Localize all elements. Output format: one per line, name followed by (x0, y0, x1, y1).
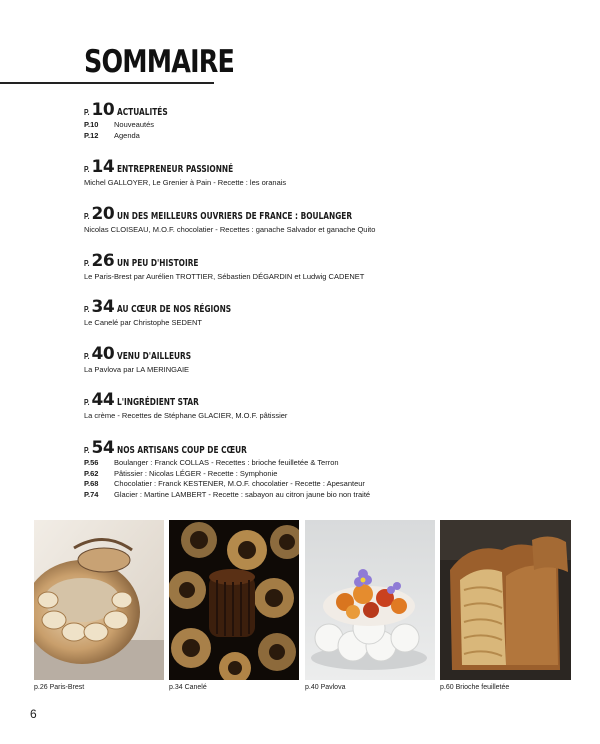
photo-pavlova (305, 520, 435, 680)
subitem-text: Chocolatier : Franck KESTENER, M.O.F. chocolatier - Recette : Apesanteur (114, 479, 365, 488)
section-page-number: 14 (91, 157, 115, 177)
toc-section-entrepreneur[interactable] (84, 157, 544, 188)
toc-section-regions[interactable] (84, 297, 544, 328)
section-title: L'INGRÉDIENT STAR (117, 397, 200, 408)
toc-section-artisans[interactable] (84, 438, 544, 500)
section-page-prefix: P. (84, 352, 90, 361)
toc-subitem[interactable] (84, 469, 544, 480)
section-description: La crème - Recettes de Stéphane GLACIER, M.O.F. pâtissier (84, 411, 288, 420)
paris-brest-illustration (34, 520, 164, 680)
photo-brioche-feuilletee (440, 520, 571, 680)
canele-illustration (169, 520, 299, 680)
section-title: UN PEU D'HISTOIRE (117, 258, 199, 269)
toc-section-histoire[interactable] (84, 251, 544, 282)
subitem-page: P.10 (84, 120, 99, 129)
photo-caption: p.60 Brioche feuilletée (440, 684, 510, 691)
subitem-text: Nouveautés (114, 120, 155, 129)
brioche-illustration (440, 520, 571, 680)
photo-caption: p.34 Canelé (169, 684, 207, 691)
subitem-page: P.56 (84, 458, 99, 467)
subitem-page: P.62 (84, 468, 99, 478)
section-page-number: 40 (91, 344, 115, 364)
section-title: ENTREPRENEUR PASSIONNÉ (117, 164, 234, 175)
toc-subitem[interactable] (84, 490, 544, 501)
toc-section-mof[interactable] (84, 204, 544, 235)
toc-section-actualites[interactable] (84, 100, 544, 141)
section-page-prefix: P. (84, 212, 90, 221)
section-page-prefix: P. (84, 108, 90, 117)
section-title: AU CŒUR DE NOS RÉGIONS (117, 304, 232, 315)
photo-caption: p.40 Pavlova (305, 684, 346, 691)
photo-paris-brest (34, 520, 164, 680)
section-page-prefix: P. (84, 165, 90, 174)
photo-caption: p.26 Paris-Brest (34, 684, 85, 691)
toc-subitem[interactable] (84, 479, 544, 490)
section-description: La Pavlova par LA MERINGAIE (84, 365, 190, 374)
subitem-text: Boulanger : Franck COLLAS - Recettes : brioche feuilletée & Terron (114, 458, 339, 467)
section-title: UN DES MEILLEURS OUVRIERS DE FRANCE : BOULANGER (117, 211, 353, 222)
toc-subitem[interactable] (84, 120, 544, 131)
section-title: VENU D'AILLEURS (117, 351, 192, 362)
section-page-number: 34 (91, 297, 115, 317)
page-number: 6 (30, 707, 37, 721)
subitem-text: Agenda (114, 130, 140, 140)
section-page-number: 44 (91, 390, 115, 410)
toc-section-ingredient[interactable] (84, 390, 544, 421)
section-description: Michel GALLOYER, Le Grenier à Pain - Recette : les oranais (84, 178, 287, 187)
subitem-text: Pâtissier : Nicolas LÉGER - Recette : Symphonie (114, 468, 278, 478)
section-title: NOS ARTISANS COUP DE CŒUR (117, 445, 248, 456)
pavlova-illustration (305, 520, 435, 680)
title-rule (0, 82, 214, 84)
section-description: Le Paris-Brest par Aurélien TROTTIER, Sébastien DÉGARDIN et Ludwig CADENET (84, 272, 365, 281)
section-page-number: 10 (91, 100, 115, 120)
subitem-text: Glacier : Martine LAMBERT - Recette : sabayon au citron jaune bio non traité (114, 489, 371, 499)
section-page-prefix: P. (84, 259, 90, 268)
toc-subitem[interactable] (84, 131, 544, 142)
page-title: SOMMAIRE (84, 44, 235, 80)
subitem-page: P.68 (84, 479, 99, 488)
section-page-number: 26 (91, 251, 115, 271)
section-page-number: 54 (91, 438, 115, 458)
toc-subitem[interactable] (84, 458, 544, 469)
section-page-prefix: P. (84, 398, 90, 407)
toc-section-ailleurs[interactable] (84, 344, 544, 375)
section-page-prefix: P. (84, 446, 90, 455)
photo-canele (169, 520, 299, 680)
section-page-prefix: P. (84, 305, 90, 314)
section-page-number: 20 (91, 204, 115, 224)
section-description: Nicolas CLOISEAU, M.O.F. chocolatier - Recettes : ganache Salvador et ganache Quito (84, 225, 376, 234)
subitem-page: P.12 (84, 130, 99, 140)
subitem-page: P.74 (84, 489, 99, 499)
section-description: Le Canelé par Christophe SEDENT (84, 318, 202, 327)
section-title: ACTUALITÉS (117, 107, 168, 118)
